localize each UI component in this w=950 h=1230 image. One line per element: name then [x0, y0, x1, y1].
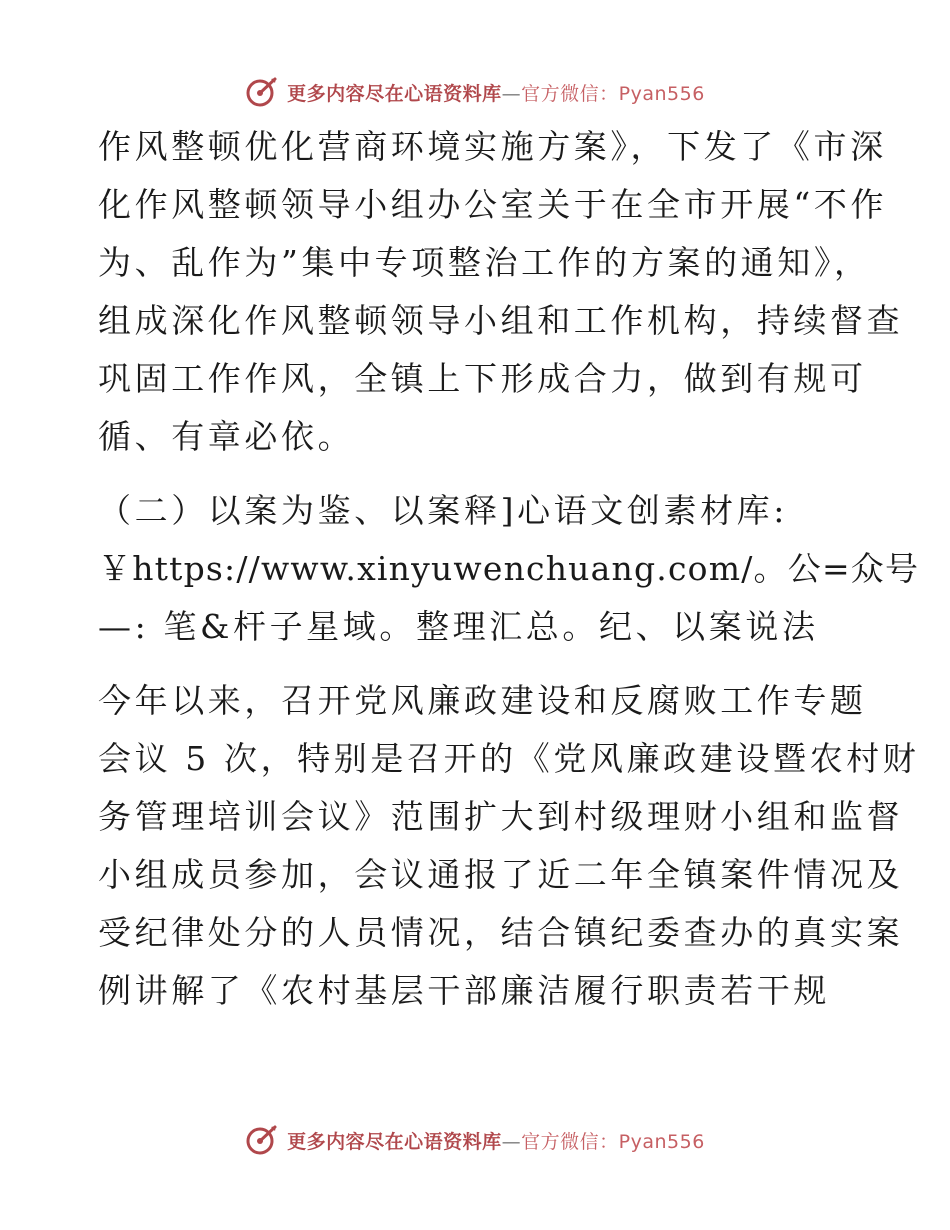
banner-text [287, 1127, 705, 1154]
text-line: 务管理培训会议》范围扩大到村级理财小组和监督 [98, 797, 904, 836]
paragraph-2 [98, 482, 920, 656]
text-line: 受纪律处分的人员情况，结合镇纪委查办的真实案 [98, 913, 904, 952]
banner-site-name: 更多内容尽在心语资料库 [287, 82, 502, 105]
header-banner [0, 72, 950, 112]
text-line: —: 笔&杆子星域。整理汇总。纪、以案说法 [98, 607, 819, 646]
paragraph-3 [98, 672, 920, 1020]
footer-banner [0, 1120, 950, 1160]
banner-site-name: 更多内容尽在心语资料库 [287, 1130, 502, 1153]
text-line: 例讲解了《农村基层干部廉洁履行职责若干规 [98, 971, 830, 1010]
text-line: 组成深化作风整顿领导小组和工作机构，持续督查 [98, 301, 904, 340]
paragraph-1 [98, 118, 904, 466]
banner-dash: — [501, 82, 522, 105]
text-line: 化作风整顿领导小组办公室关于在全市开展“不作 [98, 185, 888, 224]
banner-wechat: 官方微信：Pyan556 [521, 82, 705, 105]
text-line: 为、乱作为”集中专项整治工作的方案的通知》， [98, 243, 871, 282]
text-line: 巩固工作作风，全镇上下形成合力，做到有规可 [98, 359, 867, 398]
body-text [98, 118, 920, 1020]
text-line: 小组成员参加，会议通报了近二年全镇案件情况及 [98, 855, 904, 894]
text-line: ￥https://www.xinyuwenchuang.com/。公=众号 [98, 549, 920, 588]
text-line: （二）以案为鉴、以案释]心语文创素材库: [98, 491, 788, 530]
text-line: 作风整顿优化营商环境实施方案》，下发了《市深 [98, 127, 887, 166]
pen-logo-icon [245, 75, 279, 109]
banner-text [287, 79, 705, 106]
banner-wechat: 官方微信：Pyan556 [521, 1130, 705, 1153]
banner-dash: — [501, 1130, 522, 1153]
text-line: 循、有章必依。 [98, 417, 355, 456]
text-line: 会议 5 次，特别是召开的《党风廉政建设暨农村财 [98, 739, 920, 778]
text-line: 今年以来，召开党风廉政建设和反腐败工作专题 [98, 681, 867, 720]
pen-logo-icon [245, 1123, 279, 1157]
